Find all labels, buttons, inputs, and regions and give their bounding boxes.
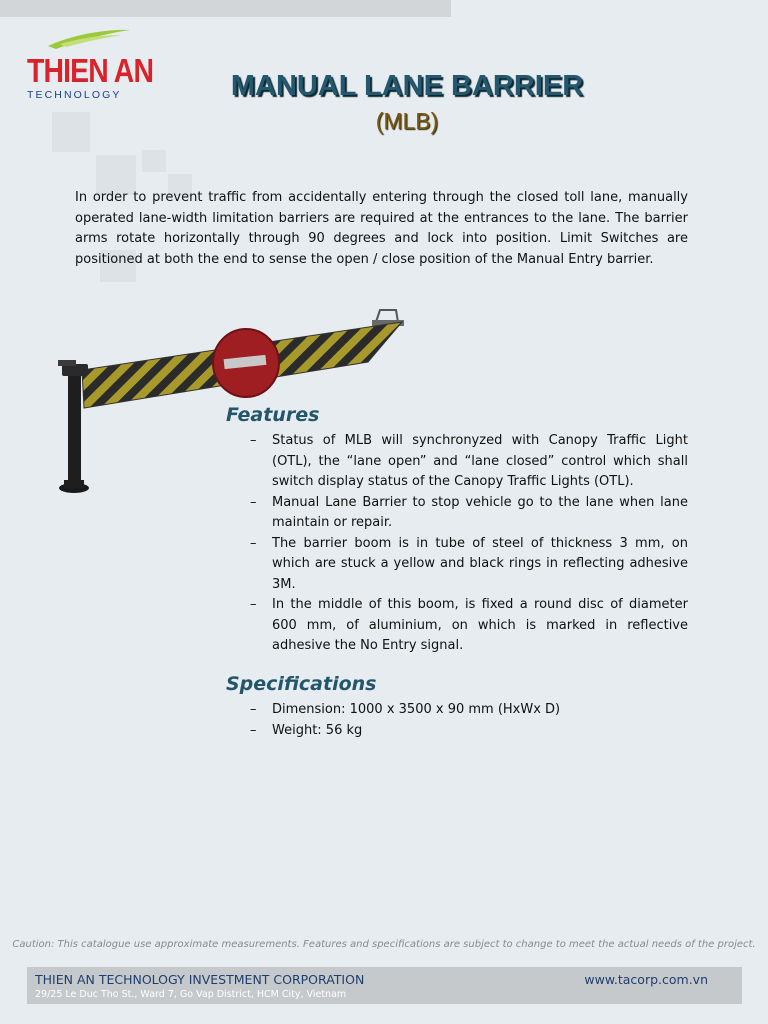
footer-address: 29/25 Le Duc Tho St., Ward 7, Go Vap District, HCM City, Vietnam — [35, 989, 347, 1000]
caution-note: Caution: This catalogue use approximate measurements. Features and specifications are subject to change to meet the actual needs of the project. — [12, 939, 756, 950]
top-strip — [0, 0, 451, 17]
specifications-list — [226, 700, 688, 741]
bullet-dash: – — [250, 702, 257, 717]
bullet-dash: – — [250, 433, 257, 448]
list-item — [226, 431, 688, 493]
list-item — [226, 700, 688, 721]
bullet-dash: – — [250, 722, 257, 738]
page-subtitle: (MLB) — [375, 108, 439, 134]
decorative-square — [142, 150, 166, 172]
features-list — [226, 431, 688, 657]
list-item — [226, 493, 688, 534]
footer-website-link[interactable]: www.tacorp.com.vn — [584, 972, 708, 987]
spec-text: Weight: 56 kg — [272, 722, 363, 738]
spec-text: Dimension: 1000 x 3500 x 90 mm (HxWx D) — [272, 702, 561, 717]
list-item — [226, 534, 688, 596]
bullet-dash: – — [250, 535, 257, 551]
list-item — [226, 595, 688, 657]
feature-text: Status of MLB will synchronyzed with Canopy Traffic Light (OTL), the “lane open” and “lane closed” control which shall switch display status of the Canopy Traffic Lights (OTL). — [272, 433, 688, 489]
page-title: MANUAL LANE BARRIER — [230, 70, 584, 102]
features-heading: Features — [226, 404, 320, 426]
logo-name: THIEN AN — [27, 52, 154, 89]
footer — [27, 967, 742, 1004]
logo-tagline: TECHNOLOGY — [27, 89, 122, 101]
list-item — [226, 721, 688, 742]
footer-company: THIEN AN TECHNOLOGY INVESTMENT CORPORATION — [35, 972, 365, 987]
bullet-dash: – — [250, 494, 257, 510]
bullet-dash: – — [250, 597, 257, 612]
feature-text: The barrier boom is in tube of steel of thickness 3 mm, on which are stuck a yellow and black rings in reflecting adhesive 3M. — [272, 535, 688, 592]
feature-text: In the middle of this boom, is fixed a round disc of diameter 600 mm, of aluminium, on which is marked in reflective adhesive the No Entry signal. — [272, 597, 688, 653]
specifications-heading: Specifications — [226, 673, 377, 695]
intro-paragraph: In order to prevent traffic from accidentally entering through the closed toll lane, manually operated lane-width limitation barriers are required at the entrances to the lane. The barrier arms rotate horizontally through 90 degrees and lock into position. Limit Switches are positioned at both the end to sense the open / close position of the Manual Entry barrier. — [75, 190, 688, 267]
feature-text: Manual Lane Barrier to stop vehicle go to the lane when lane maintain or repair. — [272, 494, 688, 530]
